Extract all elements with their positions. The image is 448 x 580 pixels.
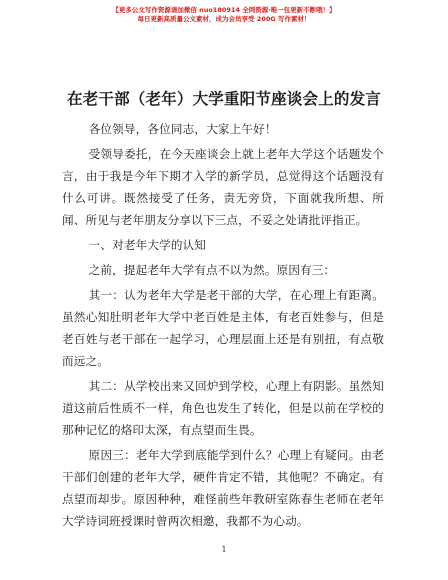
promo-banner-line-2: 每日更新高质量公文素材，成为会员享受 200G 写作素材！	[137, 15, 311, 23]
paragraph-greeting: 各位领导，各位同志，大家上午好！	[88, 122, 277, 136]
page-number: 1	[221, 545, 227, 554]
document-title: 在老干部（老年）大学重阳节座谈会上的发言	[66, 89, 381, 108]
paragraph-reason-1: 其一：认为老年大学是老干部的大学，在心理上有距离。虽然心知肚明老年大学中老百姓是主体，有老百姓参与，但是老百姓与老干部在一起学习，心理层面上还是有别扭，有点敬而远之。	[62, 288, 384, 368]
paragraph-reason-2: 其二：从学校出来又回炉到学校，心理上有阴影。虽然知道这前后性质不一样，角色也发生了转化，但是以前在学校的那种记忆的烙印太深，有点望而生畏。	[62, 379, 384, 437]
promo-banner-line-1: 【更多公文写作资源请加微信 nuo180914 全网资源·唯一包更新不断哦！】	[112, 6, 336, 14]
paragraph-intro: 受领导委托，在今天座谈会上就上老年大学这个话题发个言，由于我是今年下期才入学的新学员，总觉得这个话题没有什么可讲。既然接受了任务，责无旁贷，下面就我所想、所闻、所见与老年朋友分享以下三点，不妥之处请批评指正。	[62, 147, 384, 227]
paragraph-reasons-lead: 之前，提起老年大学有点不以为然。原因有三：	[88, 263, 336, 277]
document-body	[62, 118, 384, 535]
section-heading: 一、对老年大学的认知	[88, 238, 207, 252]
paragraph-reason-3: 原因三：老年大学到底能学到什么？心理上有疑问。由老干部们创建的老年大学，硬件肯定不错，其他呢？不确定。有点望而却步。原因种种，难怪前些年教研室陈春生老师在老年大学诗词班授课时曾两次相邀，我都不为心动。	[62, 448, 384, 528]
promo-banner	[0, 6, 448, 24]
